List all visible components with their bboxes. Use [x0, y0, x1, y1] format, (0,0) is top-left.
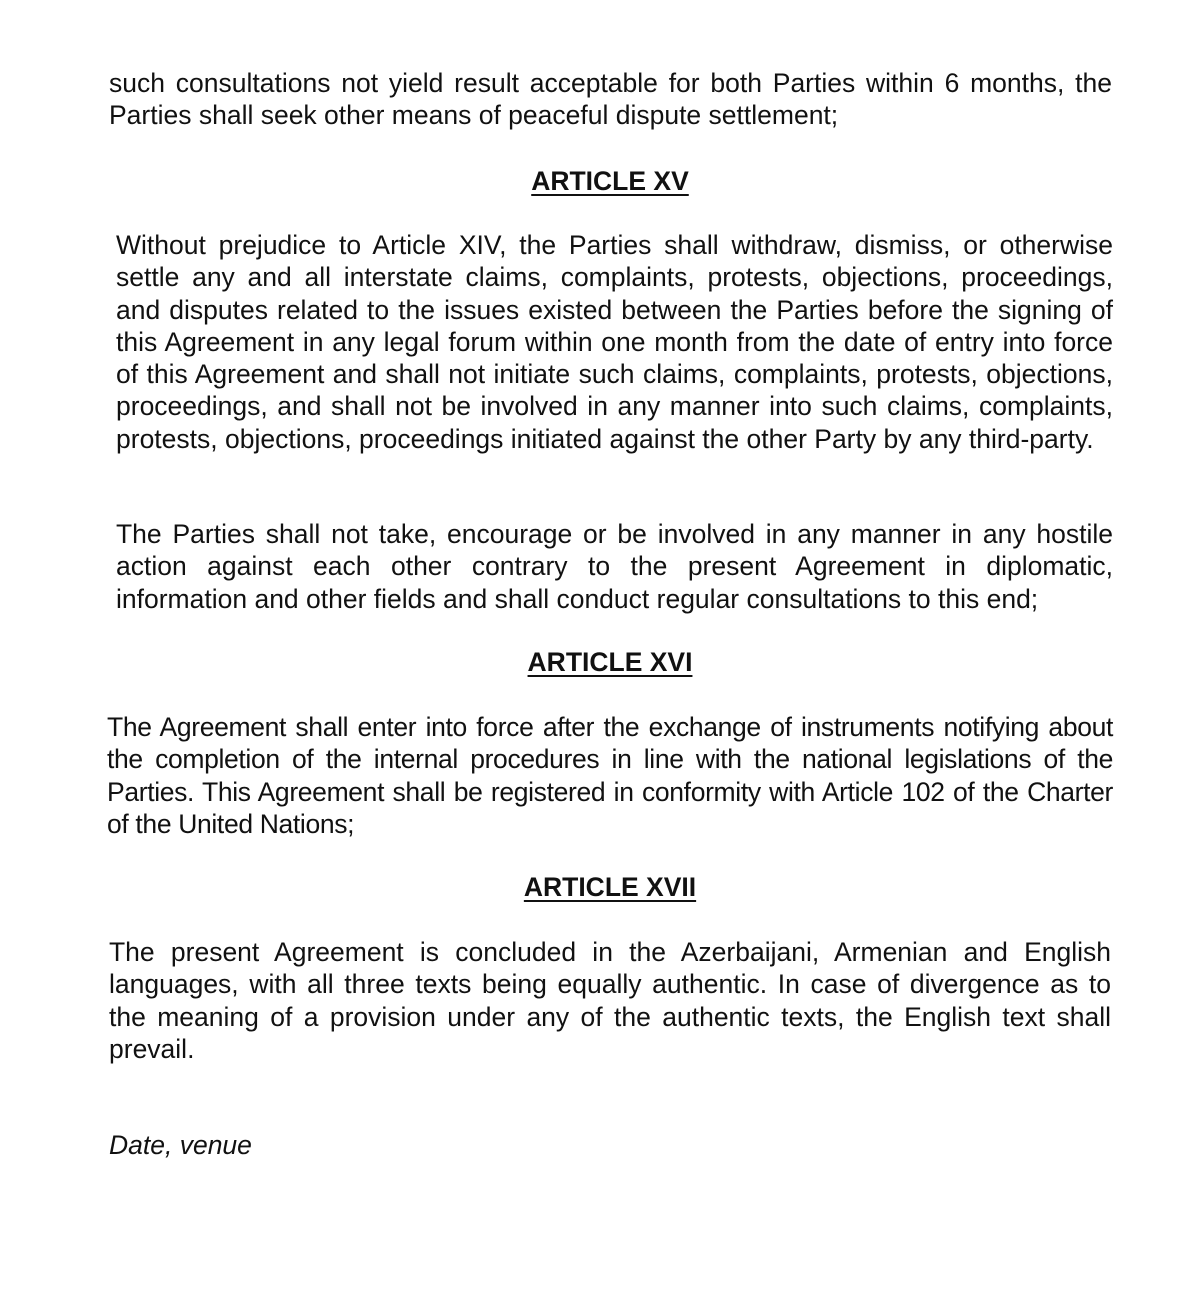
continuation-paragraph: such consultations not yield result acceptable for both Parties within 6 months, the Parties shall seek other means of peaceful dispute settlement;	[109, 68, 1112, 131]
date-venue-line: Date, venue	[109, 1130, 252, 1160]
article-xvii-heading: ARTICLE XVII	[523, 872, 697, 902]
article-xv-paragraph-1: Without prejudice to Article XIV, the Parties shall withdraw, dismiss, or otherwise settle any and all interstate claims, complaints, protests, objections, proceedings, and disputes related to the issues existed between the Parties before the signing of this Agreement in any legal forum within one month from the date of entry into force of this Agreement and shall not initiate such claims, complaints, protests, objections, proceedings, and shall not be involved in any manner into such claims, complaints, protests, objections, proceedings initiated against the other Party by any third-party.	[116, 230, 1113, 454]
article-xv-heading: ARTICLE XV	[531, 166, 689, 196]
article-xv-paragraph-2: The Parties shall not take, encourage or be involved in any manner in any hostile action against each other contrary to the present Agreement in diplomatic, information and other fields and shall conduct regular consultations to this end;	[116, 519, 1113, 614]
article-xvi-paragraph: The Agreement shall enter into force after the exchange of instruments notifying about the completion of the internal procedures in line with the national legislations of the Parties. This Agreement shall be registered in conformity with Article 102 of the Charter of the United Nations;	[107, 712, 1113, 839]
article-xvi-heading: ARTICLE XVI	[527, 647, 693, 677]
article-xvii-paragraph: The present Agreement is concluded in the Azerbaijani, Armenian and English languages, with all three texts being equally authentic. In case of divergence as to the meaning of a provision under any of the authentic texts, the English text shall prevail.	[109, 937, 1111, 1064]
